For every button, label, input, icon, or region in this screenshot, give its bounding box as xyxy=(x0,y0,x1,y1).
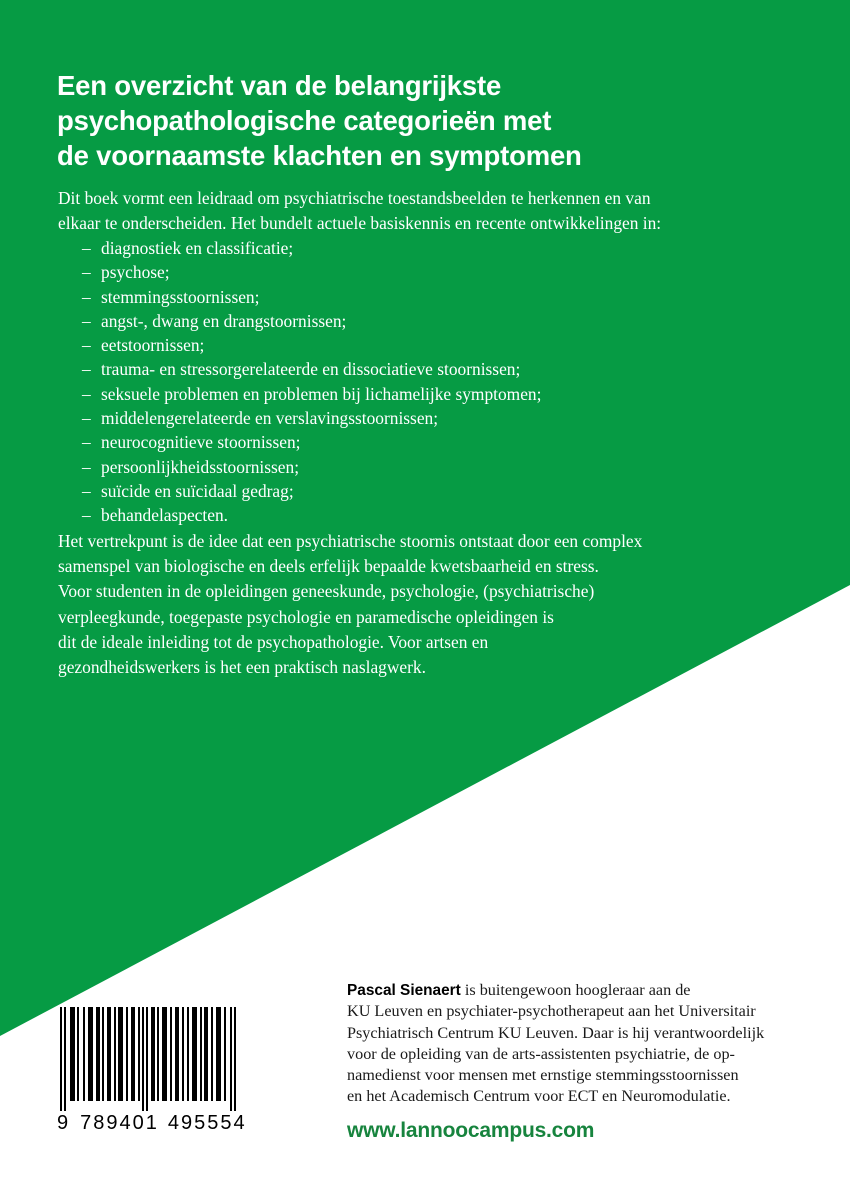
barcode-lead-digit: 9 xyxy=(57,1112,71,1134)
list-item xyxy=(58,406,788,430)
barcode-left-group: 789401 xyxy=(80,1112,159,1134)
headline-line-2: psychopathologische categorieën met xyxy=(57,105,552,137)
dash-bullet-icon: – xyxy=(82,359,91,380)
headline-line-3: de voornaamste klachten en symptomen xyxy=(57,140,582,172)
dash-bullet-icon: – xyxy=(82,286,91,307)
list-item-label: eetstoornissen; xyxy=(101,335,205,356)
author-bio xyxy=(347,980,817,1108)
author-bio-line-1-rest: is buitengewoon hoogleraar aan de xyxy=(460,981,691,999)
closing-line-1: Het vertrekpunt is de idee dat een psychiatrische stoornis ontstaat door een complex xyxy=(58,531,643,551)
list-item xyxy=(58,309,788,333)
headline-line-1: Een overzicht van de belangrijkste xyxy=(57,70,502,102)
dash-bullet-icon: – xyxy=(82,335,91,356)
dash-bullet-icon: – xyxy=(82,432,91,453)
list-item xyxy=(58,455,788,479)
closing-line-5: dit de ideale inleiding tot de psychopathologie. Voor artsen en xyxy=(58,631,489,652)
closing-line-6: gezondheidswerkers is het een praktisch naslagwerk. xyxy=(58,657,426,678)
barcode-digits xyxy=(57,1112,247,1135)
list-item-label: behandelaspecten. xyxy=(101,505,228,526)
list-item xyxy=(58,333,788,357)
author-bio-line-5: namedienst voor mensen met ernstige stemmingsstoornissen xyxy=(347,1066,739,1085)
author-bio-line-2: KU Leuven en psychiater-psychotherapeut aan het Universitair xyxy=(347,1002,756,1021)
intro-line-1: Dit boek vormt een leidraad om psychiatrische toestandsbeelden te herkennen en van xyxy=(58,188,651,208)
list-item xyxy=(58,260,788,284)
publisher-website-link[interactable]: www.lannoocampus.com xyxy=(347,1119,595,1142)
dash-bullet-icon: – xyxy=(82,310,91,331)
author-bio-line-3: Psychiatrisch Centrum KU Leuven. Daar is hij verantwoordelijk xyxy=(347,1023,765,1042)
topic-list xyxy=(58,236,788,528)
list-item xyxy=(58,382,788,406)
barcode xyxy=(57,1007,247,1135)
author-bio-line-1 xyxy=(347,980,817,1001)
dash-bullet-icon: – xyxy=(82,238,91,258)
list-item-label: suïcide en suïcidaal gedrag; xyxy=(101,480,294,501)
list-item xyxy=(58,285,788,309)
list-item xyxy=(58,430,788,454)
list-item xyxy=(58,479,788,503)
barcode-right-group: 495554 xyxy=(167,1112,247,1134)
closing-line-4: verpleegkunde, toegepaste psychologie en paramedische opleidingen is xyxy=(58,606,554,627)
intro-line-2: elkaar te onderscheiden. Het bundelt actuele basiskennis en recente ontwikkelingen in: xyxy=(58,213,662,233)
author-bio-line-6: en het Academisch Centrum voor ECT en Neuromodulatie. xyxy=(347,1087,731,1106)
closing-line-2: samenspel van biologische en deels erfelijk bepaalde kwetsbaarheid en stress. xyxy=(58,556,599,577)
dash-bullet-icon: – xyxy=(82,480,91,501)
list-item xyxy=(58,236,788,260)
dash-bullet-icon: – xyxy=(82,383,91,404)
list-item xyxy=(58,357,788,381)
closing-paragraph xyxy=(58,529,798,680)
list-item-label: diagnostiek en classificatie; xyxy=(101,238,294,258)
list-item-label: angst-, dwang en drangstoornissen; xyxy=(101,310,347,331)
author-bio-line-4: voor de opleiding van de arts-assistenten psychiatrie, de op- xyxy=(347,1044,735,1063)
dash-bullet-icon: – xyxy=(82,456,91,477)
list-item-label: seksuele problemen en problemen bij lichamelijke symptomen; xyxy=(101,383,542,404)
list-item xyxy=(58,503,788,527)
list-item-label: middelengerelateerde en verslavingsstoornissen; xyxy=(101,408,439,429)
dash-bullet-icon: – xyxy=(82,408,91,429)
list-item-label: neurocognitieve stoornissen; xyxy=(101,432,301,453)
list-item-label: persoonlijkheidsstoornissen; xyxy=(101,456,300,477)
intro-paragraph xyxy=(58,186,788,236)
list-item-label: psychose; xyxy=(101,262,170,283)
closing-line-3: Voor studenten in de opleidingen geneeskunde, psychologie, (psychiatrische) xyxy=(58,581,595,602)
barcode-bars-icon xyxy=(57,1007,242,1111)
list-item-label: stemmingsstoornissen; xyxy=(101,286,260,307)
author-name: Pascal Sienaert xyxy=(347,982,461,999)
list-item-label: trauma- en stressorgerelateerde en dissociatieve stoornissen; xyxy=(101,359,521,380)
page-title xyxy=(57,68,717,173)
dash-bullet-icon: – xyxy=(82,505,91,526)
dash-bullet-icon: – xyxy=(82,262,91,283)
